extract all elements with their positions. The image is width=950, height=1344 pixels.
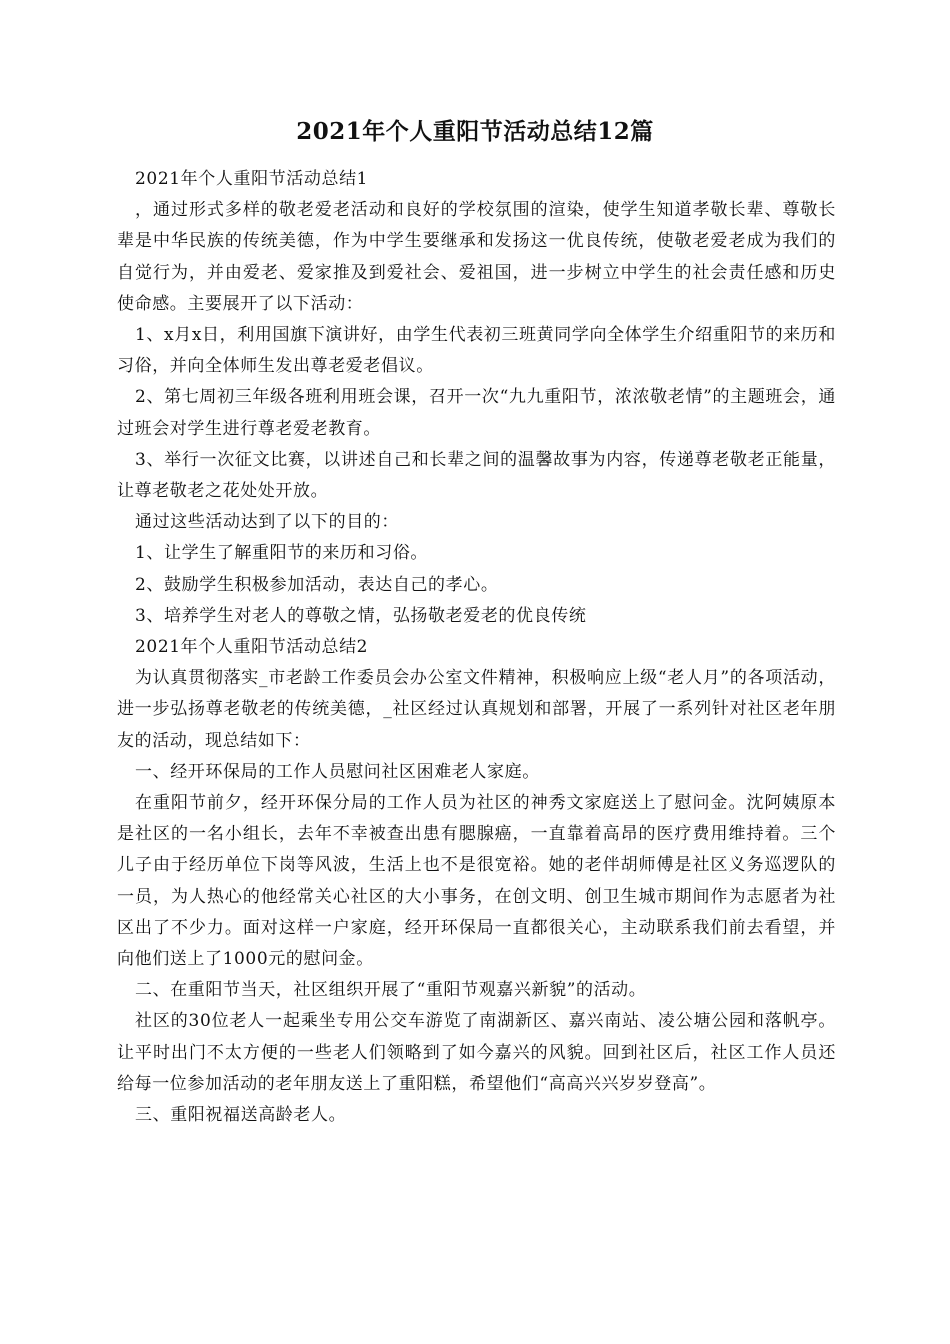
document-title: 2021年个人重阳节活动总结12篇 xyxy=(296,118,654,145)
list-item: 1、x月x日，利用国旗下演讲好，由学生代表初三班黄同学向全体学生介绍重阳节的来历和习俗，并向全体师生发出尊老爱老倡议。 xyxy=(117,325,836,377)
list-item: 2、鼓励学生积极参加活动，表达自己的孝心。 xyxy=(135,574,499,595)
list-item: 1、让学生了解重阳节的来历和习俗。 xyxy=(135,543,429,564)
section-heading-1: 2021年个人重阳节活动总结1 xyxy=(135,169,369,189)
paragraph: 为认真贯彻落实_市老龄工作委员会办公室文件精神，积极响应上级“老人月”的各项活动，进一步弘扬尊老敬老的传统美德，_社区经过认真规划和部署，开展了一系列针对社区老年朋友的活动，现总结如下： xyxy=(117,668,836,751)
paragraph: 通过这些活动达到了以下的目的： xyxy=(135,512,399,533)
list-item: 3、培养学生对老人的尊敬之情，弘扬敬老爱老的优良传统 xyxy=(135,605,587,626)
list-item: 3、举行一次征文比赛，以讲述自己和长辈之间的温馨故事为内容，传递尊老敬老正能量，让尊老敬老之花处处开放。 xyxy=(117,449,836,502)
list-item: 2、第七周初三年级各班利用班会课，召开一次“九九重阳节，浓浓敬老情”的主题班会，通过班会对学生进行尊老爱老教育。 xyxy=(117,387,836,439)
subheading: 三、重阳祝福送高龄老人。 xyxy=(135,1105,347,1126)
document-body xyxy=(117,164,836,1131)
section-heading-2: 2021年个人重阳节活动总结2 xyxy=(135,637,369,658)
paragraph: 在重阳节前夕，经开环保分局的工作人员为社区的神秀文家庭送上了慰问金。沈阿姨原本是社区的一名小组长，去年不幸被查出患有腮腺癌，一直靠着高昂的医疗费用维持着。三个儿子由于经历单位下岗等风波，生活上也不是很宽裕。她的老伴胡师傅是社区义务巡逻队的一员，为人热心的他经常关心社区的大小事务，在创文明、创卫生城市期间作为志愿者为社区出了不少力。面对这样一户家庭，经开环保局一直都很关心，主动联系我们前去看望，并向他们送上了1000元的慰问金。 xyxy=(117,793,836,970)
subheading: 一、经开环保局的工作人员慰问社区困难老人家庭。 xyxy=(135,761,540,782)
paragraph: ，通过形式多样的敬老爱老活动和良好的学校氛围的渲染，使学生知道孝敬长辈、尊敬长辈是中华民族的传统美德，作为中学生要继承和发扬这一优良传统，使敬老爱老成为我们的自觉行为，并由爱老、爱家推及到爱社会、爱祖国，进一步树立中学生的社会责任感和历史使命感。主要展开了以下活动： xyxy=(117,200,836,314)
subheading: 二、在重阳节当天，社区组织开展了“重阳节观嘉兴新貌”的活动。 xyxy=(135,980,647,1001)
paragraph: 社区的30位老人一起乘坐专用公交车游览了南湖新区、嘉兴南站、凌公塘公园和落帆亭。让平时出门不太方便的一些老人们领略到了如今嘉兴的风貌。回到社区后，社区工作人员还给每一位参加活动的老年朋友送上了重阳糕，希望他们“高高兴兴岁岁登高”。 xyxy=(117,1011,836,1094)
